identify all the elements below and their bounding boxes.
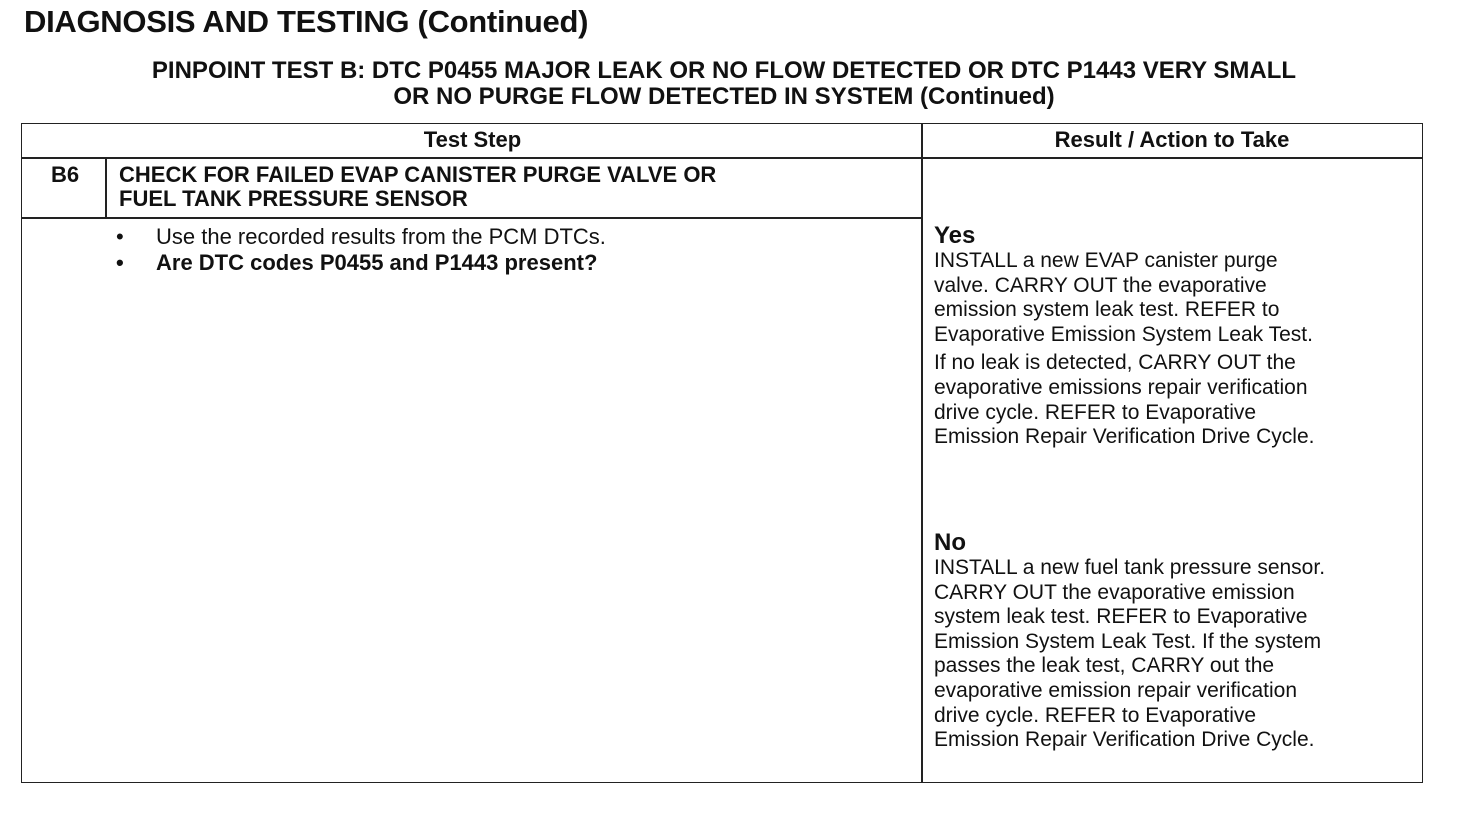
instruction-text: Use the recorded results from the PCM DTCs. — [156, 224, 606, 249]
list-item — [112, 250, 912, 276]
result-line: Emission System Leak Test. If the system — [934, 629, 1322, 653]
result-no-body — [934, 556, 1420, 753]
pinpoint-test-title — [24, 58, 1424, 110]
result-line: valve. CARRY OUT the evaporative — [934, 273, 1267, 297]
result-line: drive cycle. REFER to Evaporative — [934, 400, 1257, 424]
result-line: drive cycle. REFER to Evaporative — [934, 703, 1257, 727]
result-no — [934, 530, 1420, 753]
bullet-icon: • — [116, 224, 124, 249]
result-line: evaporative emission repair verification — [934, 678, 1297, 702]
pinpoint-test-title-line-1: PINPOINT TEST B: DTC P0455 MAJOR LEAK OR NO FLOW DETECTED OR DTC P1443 VERY SMALL — [151, 57, 1297, 84]
bullet-icon: • — [116, 250, 124, 275]
step-instructions — [112, 224, 912, 276]
step-heading-divider — [21, 217, 922, 219]
header-result-action: Result / Action to Take — [1054, 127, 1290, 152]
table-header-divider — [21, 157, 1423, 159]
table-column-divider — [921, 123, 923, 783]
result-line: emission system leak test. REFER to — [934, 298, 1280, 322]
result-line: Emission Repair Verification Drive Cycle. — [934, 425, 1315, 449]
result-line: passes the leak test, CARRY out the — [934, 654, 1275, 678]
result-yes-body — [934, 249, 1420, 450]
instruction-question: Are DTC codes P0455 and P1443 present? — [156, 250, 598, 275]
result-line: evaporative emissions repair verification — [934, 375, 1308, 399]
result-line: Evaporative Emission System Leak Test. — [934, 322, 1313, 346]
pinpoint-test-title-line-2: OR NO PURGE FLOW DETECTED IN SYSTEM (Continued) — [393, 83, 1055, 110]
result-yes — [934, 223, 1420, 450]
step-heading-line-2: FUEL TANK PRESSURE SENSOR — [119, 186, 468, 211]
step-heading — [119, 163, 909, 211]
step-heading-line-1: CHECK FOR FAILED EVAP CANISTER PURGE VALVE OR — [119, 162, 717, 187]
result-line: Emission Repair Verification Drive Cycle. — [934, 728, 1315, 752]
step-id: B6 — [50, 162, 80, 187]
result-line: If no leak is detected, CARRY OUT the — [934, 351, 1296, 375]
list-item — [112, 224, 912, 250]
result-yes-label: Yes — [934, 222, 976, 249]
result-line: CARRY OUT the evaporative emission — [934, 580, 1295, 604]
result-line: system leak test. REFER to Evaporative — [934, 605, 1308, 629]
result-line: INSTALL a new EVAP canister purge — [934, 249, 1278, 272]
page-title: DIAGNOSIS AND TESTING (Continued) — [24, 4, 589, 39]
result-no-label: No — [934, 529, 966, 556]
result-line: INSTALL a new fuel tank pressure sensor. — [934, 556, 1326, 579]
header-test-step: Test Step — [423, 127, 522, 152]
